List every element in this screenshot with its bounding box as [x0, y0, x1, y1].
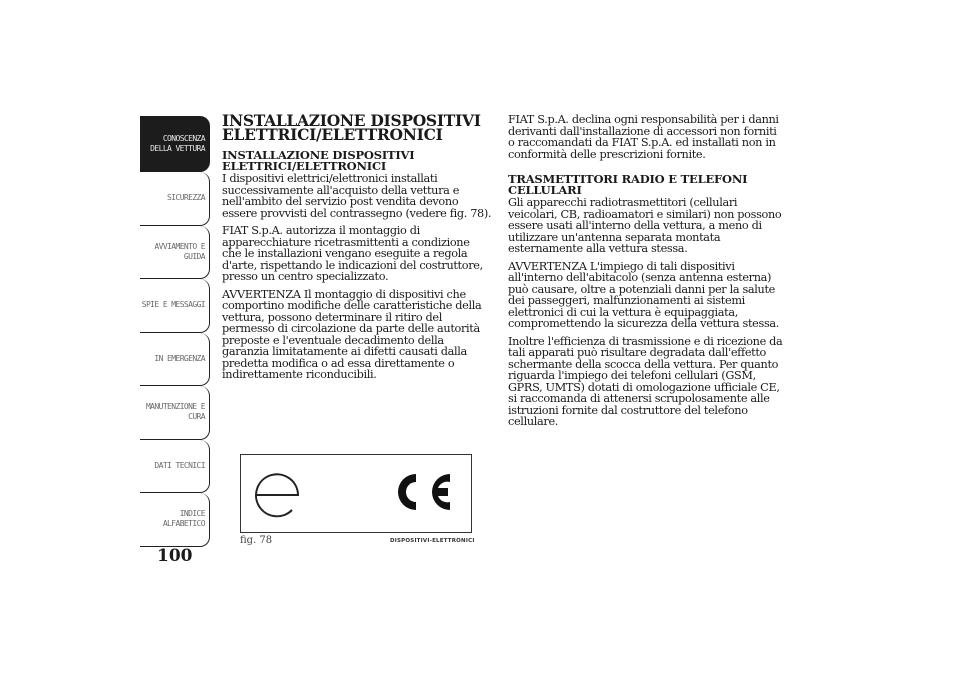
subsection-title: INSTALLAZIONE DISPOSITIVI ELETTRICI/ELETTRONICI: [222, 148, 415, 173]
paragraph: FIAT S.p.A. declina ogni responsabilità per i danni derivanti dall'installazione di accessori non forniti o raccomandati da FIAT S.p.A. ed installati non in conformità delle prescrizioni fornite.: [508, 113, 779, 161]
paragraph: I dispositivi elettrici/elettronici installati successivamente all'acquisto della vettura e nell'ambito del servizio post vendita devono essere provvisti del contrassegno (vedere fig. 78).: [222, 172, 492, 220]
paragraph: Inoltre l'efficienza di trasmissione e di ricezione da tali apparati può risultare degradata dall'effetto schermante della scocca della vettura. Per quanto riguarda l'impiego dei telefoni cellulari (GSM, GPRS, UMTS) dotati di omologazione ufficiale CE, si raccomanda di attenersi scrupolosamente alle istruzioni fornite dal costruttore del telefono cellulare.: [508, 334, 783, 428]
paragraph: Gli apparecchi radiotrasmettitori (cellulari veicolari, CB, radioamatori e similari) non possono essere usati all'interno della vettura, a meno di utilizzare un'antenna separata montata esternamente alla vettura stessa.: [508, 196, 782, 255]
ce-mark-icon: [388, 470, 454, 514]
tab-label: CONOSCENZA DELLA VETTURA: [150, 133, 205, 153]
warning-paragraph: AVVERTENZA Il montaggio di dispositivi che comportino modifiche delle caratteristiche della vettura, possono determinare il ritiro del permesso di circolazione da parte delle autorità preposte e l'eventuale decadimento della garanzia limitatamente ai difetti causati dalla predetta modifica o ad essa direttamente o indirettamente riconducibili.: [222, 287, 482, 381]
warning-paragraph: AVVERTENZA L'impiego di tali dispositivi all'interno dell'abitacolo (senza antenna esterna) può causare, oltre a potenziali danni per la salute dei passeggeri, malfunzionamenti ai sistemi elettronici di cui la vettura è equipaggiata, compromettendo la sicurezza della vettura stessa.: [508, 259, 780, 330]
tab-label: SPIE E MESSAGGI: [141, 300, 205, 310]
tab-in-emergenza[interactable]: [140, 333, 210, 387]
tab-sicurezza[interactable]: [140, 172, 210, 226]
subsection-title: TRASMETTITORI RADIO E TELEFONI CELLULARI: [508, 172, 748, 197]
tab-avviamento-e-guida[interactable]: [140, 226, 210, 280]
section-title: INSTALLAZIONE DISPOSITIVI ELETTRICI/ELETTRONICI: [222, 111, 481, 144]
tab-label: MANUTENZIONE E CURA: [145, 402, 205, 422]
section-tabs: [140, 116, 210, 547]
tab-label: INDICE ALFABETICO: [162, 509, 205, 529]
tab-manutenzione-e-cura[interactable]: [140, 386, 210, 440]
tab-dati-tecnici[interactable]: [140, 440, 210, 494]
tab-label: AVVIAMENTO E GUIDA: [154, 241, 205, 261]
tab-conoscenza-della-vettura[interactable]: [140, 116, 210, 172]
tab-label: DATI TECNICI: [154, 460, 205, 470]
tab-label: IN EMERGENZA: [154, 353, 205, 363]
page-number: 100: [157, 546, 193, 566]
figure-code: DISPOSITIVI-ELETTRONICI: [390, 538, 475, 544]
tab-indice-alfabetico[interactable]: [140, 493, 210, 547]
figure-caption: fig. 78: [240, 535, 273, 546]
left-column: [222, 111, 492, 387]
e-mark-icon: [252, 470, 302, 520]
tab-label: SICUREZZA: [167, 193, 205, 203]
right-column: [508, 114, 783, 434]
paragraph: FIAT S.p.A. autorizza il montaggio di apparecchiature ricetrasmittenti a condizione che le installazioni vengano eseguite a regola d'arte, rispettando le indicazioni del costruttore, presso un centro specializzato.: [222, 224, 483, 283]
tab-spie-e-messaggi[interactable]: [140, 279, 210, 333]
